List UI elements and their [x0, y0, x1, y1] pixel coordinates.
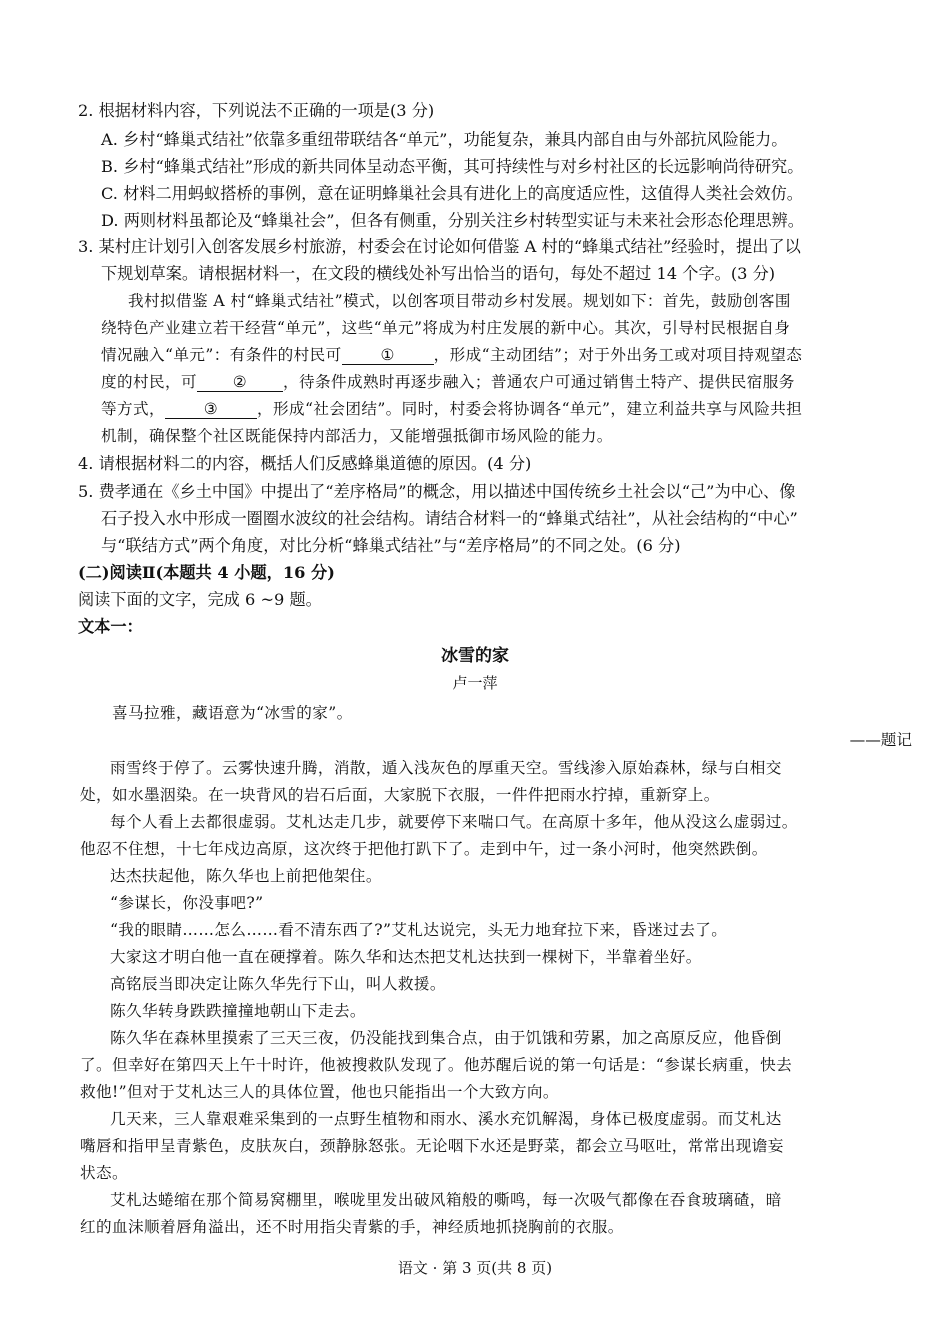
story-line: 红的血沫顺着唇角溢出，还不时用指尖青紫的手，神经质地抓挠胸前的衣服。 [80, 1218, 624, 1236]
story-line: 他忍不住想，十七年戍边高原，这次终于把他打趴下了。走到中午，过一条小河时，他突然跌倒。 [80, 840, 768, 858]
story-line: 每个人看上去都很虚弱。艾札达走几步，就要停下来喘口气。在高原十多年，他从没这么虚弱过。 [110, 813, 798, 831]
answer-blank-2[interactable]: ② [197, 373, 283, 392]
story-line: 状态。 [80, 1164, 128, 1182]
answer-blank-3[interactable]: ③ [165, 400, 257, 419]
question-2-option-d: D. 两则材料虽都论及“蜂巢社会”，但各有侧重，分别关注乡村转型实证与未来社会形态伦理思辨。 [101, 211, 804, 230]
story-line: 陈久华转身跌跌撞撞地朝山下走去。 [110, 1002, 366, 1020]
passage-text: ，形成“社会团结”。同时，村委会将协调各“单元”，建立利益共享与风险共担 [256, 400, 803, 418]
question-5-line-1: 5. 费孝通在《乡土中国》中提出了“差序格局”的概念，用以描述中国传统乡土社会以“己”为中心、像 [78, 482, 796, 501]
question-3-passage-line-4 [101, 372, 795, 392]
story-line: 几天来，三人靠艰难采集到的一点野生植物和雨水、溪水充饥解渴，身体已极度虚弱。而艾札达 [110, 1110, 782, 1128]
story-line: “参谋长，你没事吧?” [110, 894, 264, 912]
section-2-heading: (二)阅读Ⅱ(本题共 4 小题，16 分) [78, 563, 335, 582]
story-line: 雨雪终于停了。云雾快速升腾，消散，遁入浅灰色的厚重天空。雪线渗入原始森林，绿与白相交 [110, 759, 782, 777]
passage-text: 情况融入“单元”：有条件的村民可 [101, 346, 342, 364]
question-3-line-1: 3. 某村庄计划引入创客发展乡村旅游，村委会在讨论如何借鉴 A 村的“蜂巢式结社”经验时，提出了以 [78, 237, 801, 256]
question-5-line-2: 石子投入水中形成一圈圈水波纹的社会结构。请结合材料一的“蜂巢式结社”，从社会结构的“中心” [101, 509, 798, 528]
story-epigraph: 喜马拉雅，藏语意为“冰雪的家”。 [112, 704, 353, 722]
question-4: 4. 请根据材料二的内容，概括人们反感蜂巢道德的原因。(4 分) [78, 454, 532, 473]
story-line: 高铭辰当即决定让陈久华先行下山，叫人救援。 [110, 975, 446, 993]
question-3-line-2: 下规划草案。请根据材料一，在文段的横线处补写出恰当的语句，每处不超过 14 个字。(3 分) [101, 264, 776, 283]
question-2-option-a: A. 乡村“蜂巢式结社”依靠多重纽带联结各“单元”，功能复杂，兼具内部自由与外部抗风险能力。 [101, 130, 788, 149]
story-line: 艾札达蜷缩在那个简易窝棚里，喉咙里发出破风箱般的嘶鸣，每一次吸气都像在吞食玻璃碴，暗 [110, 1191, 782, 1209]
story-line: 救他!”但对于艾札达三人的具体位置，他也只能指出一个大致方向。 [80, 1083, 559, 1101]
story-epigraph-source: ——题记 [849, 731, 912, 749]
story-title: 冰雪的家 [441, 646, 509, 666]
story-line: 了。但幸好在第四天上午十时许，他被搜救队发现了。他苏醒后说的第一句话是：“参谋长病重，快去 [80, 1056, 793, 1074]
story-line: 陈久华在森林里摸索了三天三夜，仍没能找到集合点，由于饥饿和劳累，加之高原反应，他昏倒 [110, 1029, 782, 1047]
section-2-instruction: 阅读下面的文字，完成 6 ~9 题。 [78, 590, 322, 609]
story-line: 嘴唇和指甲呈青紫色，皮肤灰白，颈静脉怒张。无论咽下水还是野菜，都会立马呕吐，常常出现谵妄 [80, 1137, 784, 1155]
question-3-passage-line-6: 机制，确保整个社区既能保持内部活力，又能增强抵御市场风险的能力。 [101, 427, 613, 445]
question-5-line-3: 与“联结方式”两个角度，对比分析“蜂巢式结社”与“差序格局”的不同之处。(6 分) [101, 536, 681, 555]
passage-text: 度的村民，可 [101, 373, 197, 391]
story-author: 卢一萍 [452, 674, 498, 692]
passage-text: 等方式， [101, 400, 165, 418]
question-3-passage-line-1: 我村拟借鉴 A 村“蜂巢式结社”模式，以创客项目带动乡村发展。规划如下：首先，鼓励创客围 [128, 292, 791, 310]
question-2-stem: 2. 根据材料内容，下列说法不正确的一项是(3 分) [78, 101, 435, 120]
passage-text: ，形成“主动团结”；对于外出务工或对项目持观望态 [433, 346, 803, 364]
text-one-label: 文本一： [78, 617, 143, 636]
question-3-passage-line-5 [101, 399, 802, 419]
story-line: 达杰扶起他，陈久华也上前把他架住。 [110, 867, 382, 885]
question-3-passage-line-3 [101, 345, 802, 365]
question-3-passage-line-2: 绕特色产业建立若干经营“单元”，这些“单元”将成为村庄发展的新中心。其次，引导村民根据自身 [101, 319, 791, 337]
story-line: 大家这才明白他一直在硬撑着。陈久华和达杰把艾札达扶到一棵树下，半靠着坐好。 [110, 948, 702, 966]
passage-text: ，待条件成熟时再逐步融入；普通农户可通过销售土特产、提供民宿服务 [282, 373, 795, 391]
story-line: 处，如水墨洇染。在一块背风的岩石后面，大家脱下衣服，一件件把雨水拧掉，重新穿上。 [80, 786, 720, 804]
page-footer: 语文 · 第 3 页(共 8 页) [397, 1259, 553, 1277]
question-2-option-b: B. 乡村“蜂巢式结社”形成的新共同体呈动态平衡，其可持续性与对乡村社区的长远影响尚待研究。 [101, 157, 804, 176]
story-line: “我的眼睛……怎么……看不清东西了?”艾札达说完，头无力地耷拉下来，昏迷过去了。 [110, 921, 728, 939]
answer-blank-1[interactable]: ① [342, 346, 434, 365]
question-2-option-c: C. 材料二用蚂蚁搭桥的事例，意在证明蜂巢社会具有进化上的高度适应性，这值得人类社会效仿。 [101, 184, 803, 203]
